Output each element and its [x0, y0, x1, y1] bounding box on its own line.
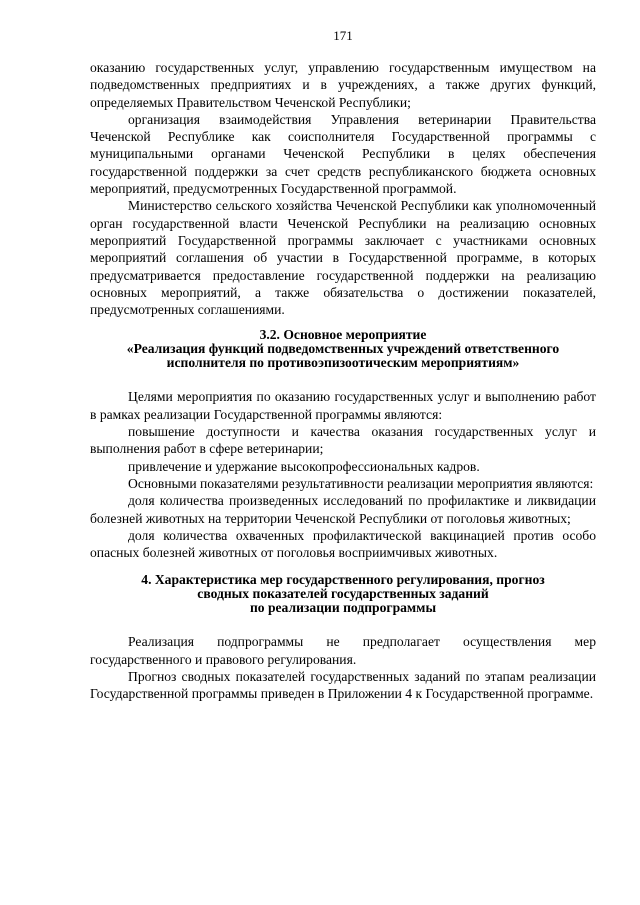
section-4-paragraph-2: Прогноз сводных показателей государственных заданий по этапам реализации Государственной программы приведен в Приложении 4 к Государственной программе.: [90, 669, 596, 702]
section-4-heading-line-2: сводных показателей государственных заданий: [197, 586, 489, 602]
section-4-heading: [90, 573, 596, 615]
section-3-2-paragraph-1: Целями мероприятия по оказанию государственных услуг и выполнению работ в рамках реализации Государственной программы являются:: [90, 389, 596, 422]
page-number: 171: [333, 28, 353, 43]
section-3-2-paragraph-6: доля количества охваченных профилактической вакцинацией против особо опасных болезней животных от поголовья восприимчивых животных.: [90, 527, 596, 561]
document-page: [90, 28, 596, 703]
intro-paragraph-1: оказанию государственных услуг, управлению государственным имуществом на подведомственных предприятиях и в учреждениях, а также других функций, определяемых Правительством Чеченской Республики;: [90, 60, 596, 110]
section-4-heading-line-3: по реализации подпрограммы: [249, 600, 437, 616]
section-4-paragraph-1: Реализация подпрограммы не предполагает осуществления мер государственного и правового регулирования.: [90, 634, 596, 667]
section-3-2-heading-line-2: «Реализация функций подведомственных учреждений ответственного: [126, 341, 560, 357]
section-3-2-heading-line-1: 3.2. Основное мероприятие: [259, 327, 427, 343]
intro-paragraph-2: организация взаимодействия Управления ветеринарии Правительства Чеченской Республике как соисполнителя Государственной программы с муниципальными органами Чеченской Республики в целях обеспечения государственной поддержки за счет средств республиканского бюджета основных мероприятий, предусмотренных Государственной программой.: [90, 111, 596, 197]
section-3-2-heading-line-3: исполнителя по противоэпизоотическим мероприятиям»: [166, 355, 520, 371]
intro-paragraph-3: Министерство сельского хозяйства Чеченской Республики как уполномоченный орган государственной власти Чеченской Республики на реализацию основных мероприятий Государственной программы заключает с участниками основных мероприятий соглашения об участии в Государственной программе, в которых предусматривается предоставление государственной поддержки на реализацию основных мероприятий, а также обязательства о достижении показателей, предусмотренных соглашениями.: [90, 198, 596, 318]
section-4-heading-line-1: 4. Характеристика мер государственного регулирования, прогноз: [141, 572, 545, 588]
section-3-2-paragraph-2: повышение доступности и качества оказания государственных услуг и выполнения работ в сфере ветеринарии;: [90, 424, 596, 457]
section-3-2-paragraph-4: Основными показателями результативности реализации мероприятия являются:: [128, 475, 594, 491]
section-3-2-paragraph-5: доля количества произведенных исследований по профилактике и ликвидации болезней животных на территории Чеченской Республики от поголовья животных;: [90, 493, 596, 526]
section-3-2-paragraph-3: привлечение и удержание высокопрофессиональных кадров.: [128, 458, 480, 474]
section-3-2-heading: [90, 328, 596, 370]
